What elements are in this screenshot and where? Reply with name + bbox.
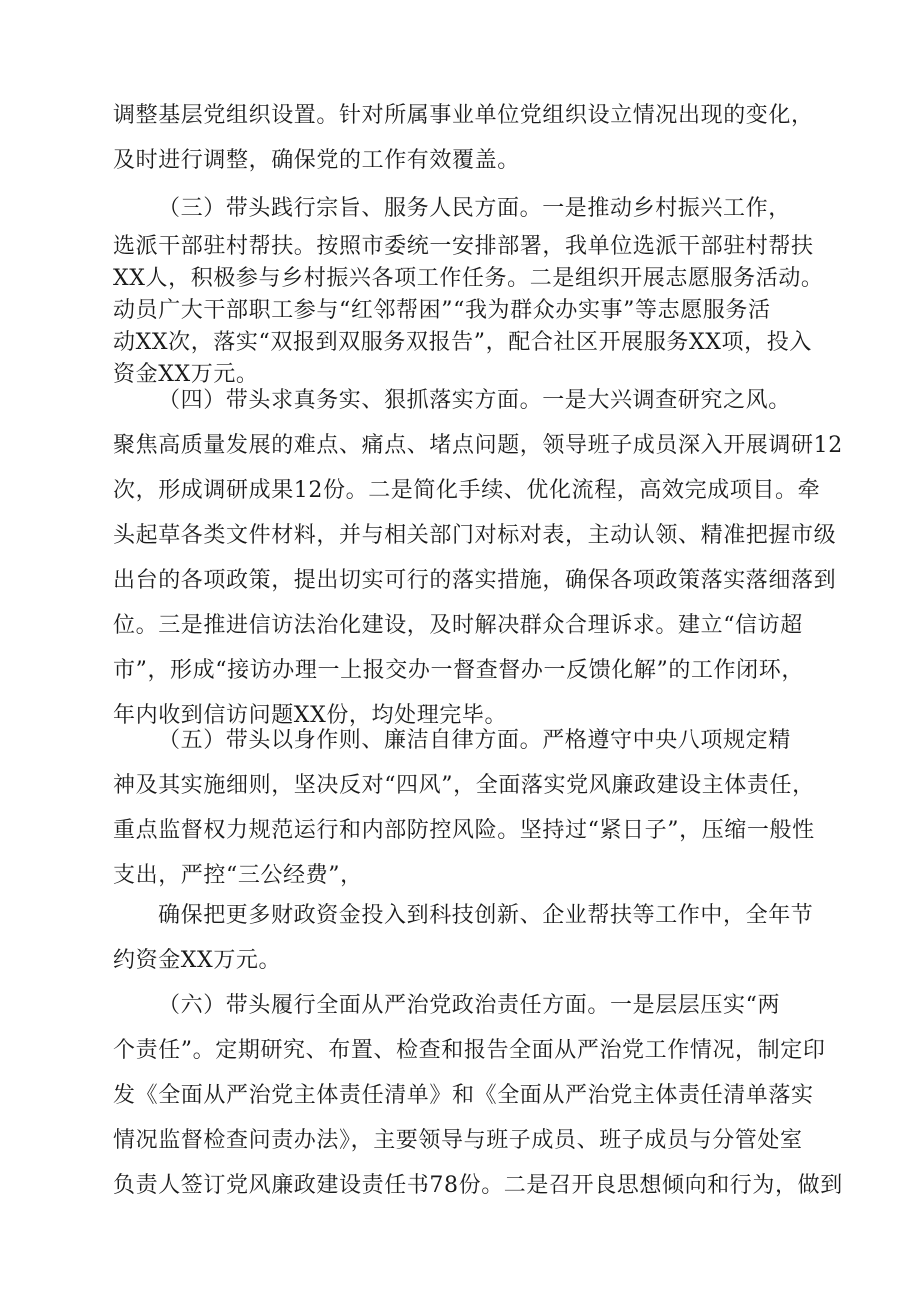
text-line: 个责任”。定期研究、布置、检查和报告全面从严治党工作情况，制定印	[113, 1038, 826, 1063]
text-line: 出台的各项政策，提出切实可行的落实措施，确保各项政策落实落细落到	[113, 568, 837, 593]
text-line: 年内收到信访问题XX份，均处理完毕。	[113, 703, 508, 728]
text-line: 负责人签订党风廉政建设责任书78份。二是召开良思想倾向和行为，做到	[113, 1173, 843, 1198]
paragraph-section-5-continued	[113, 893, 813, 983]
text-line: 头起草各类文件材料，并与相关部门对标对表，主动认领、精准把握市级	[113, 523, 837, 548]
text-line: 及时进行调整，确保党的工作有效覆盖。	[113, 148, 520, 173]
text-line: （五）带头以身作则、廉洁自律方面。严格遵守中央八项规定精	[158, 728, 791, 753]
text-line: 重点监督权力规范运行和内部防控风险。坚持过“紧日子”，压缩一般性	[113, 818, 815, 843]
paragraph-section-3	[113, 186, 824, 391]
text-line: 约资金XX万元。	[113, 948, 282, 973]
text-line: 动XX次，落实“双报到双服务双报告”，配合社区开展服务XX项，投入	[113, 330, 812, 355]
paragraph-org-adjustment	[113, 93, 813, 183]
text-line: 发《全面从严治党主体责任清单》和《全面从严治党主体责任清单落实	[113, 1083, 814, 1108]
text-line: 支出，严控“三公经费”，	[113, 863, 363, 888]
text-line: 次，形成调研成果12份。二是简化手续、优化流程，高效完成项目。牵	[113, 478, 821, 503]
text-line: （六）带头履行全面从严治党政治责任方面。一是层层压实“两	[158, 993, 781, 1018]
text-line: 聚焦高质量发展的难点、痛点、堵点问题，领导班子成员深入开展调研12	[113, 433, 843, 458]
text-line: （三）带头践行宗旨、服务人民方面。一是推动乡村振兴工作，	[158, 196, 791, 221]
text-line: 调整基层党组织设置。针对所属事业单位党组织设立情况出现的变化，	[113, 103, 814, 128]
text-line: 选派干部驻村帮扶。按照市委统一安排部署，我单位选派干部驻村帮扶	[113, 234, 814, 259]
text-line: 动员广大干部职工参与“红邻帮困”“我为群众办实事”等志愿服务活	[113, 298, 771, 323]
text-line: 位。三是推进信访法治化建设，及时解决群众合理诉求。建立“信访超	[113, 613, 803, 638]
text-line: 资金XX万元。	[113, 362, 259, 387]
paragraph-section-5	[113, 718, 813, 898]
text-line: 确保把更多财政资金投入到科技创新、企业帮扶等工作中，全年节	[158, 903, 814, 928]
text-line: 市”，形成“接访办理一上报交办一督查督办一反馈化解”的工作闭环，	[113, 658, 804, 683]
text-line: 神及其实施细则，坚决反对“四风”，全面落实党风廉政建设主体责任，	[113, 773, 815, 798]
paragraph-section-6	[113, 983, 843, 1208]
text-line: （四）带头求真务实、狠抓落实方面。一是大兴调查研究之风。	[158, 388, 791, 413]
text-line: XX人，积极参与乡村振兴各项工作任务。二是组织开展志愿服务活动。	[113, 266, 824, 291]
text-line: 情况监督检查问责办法》，主要领导与班子成员、班子成员与分管处室	[113, 1128, 803, 1153]
paragraph-section-4	[113, 378, 843, 738]
